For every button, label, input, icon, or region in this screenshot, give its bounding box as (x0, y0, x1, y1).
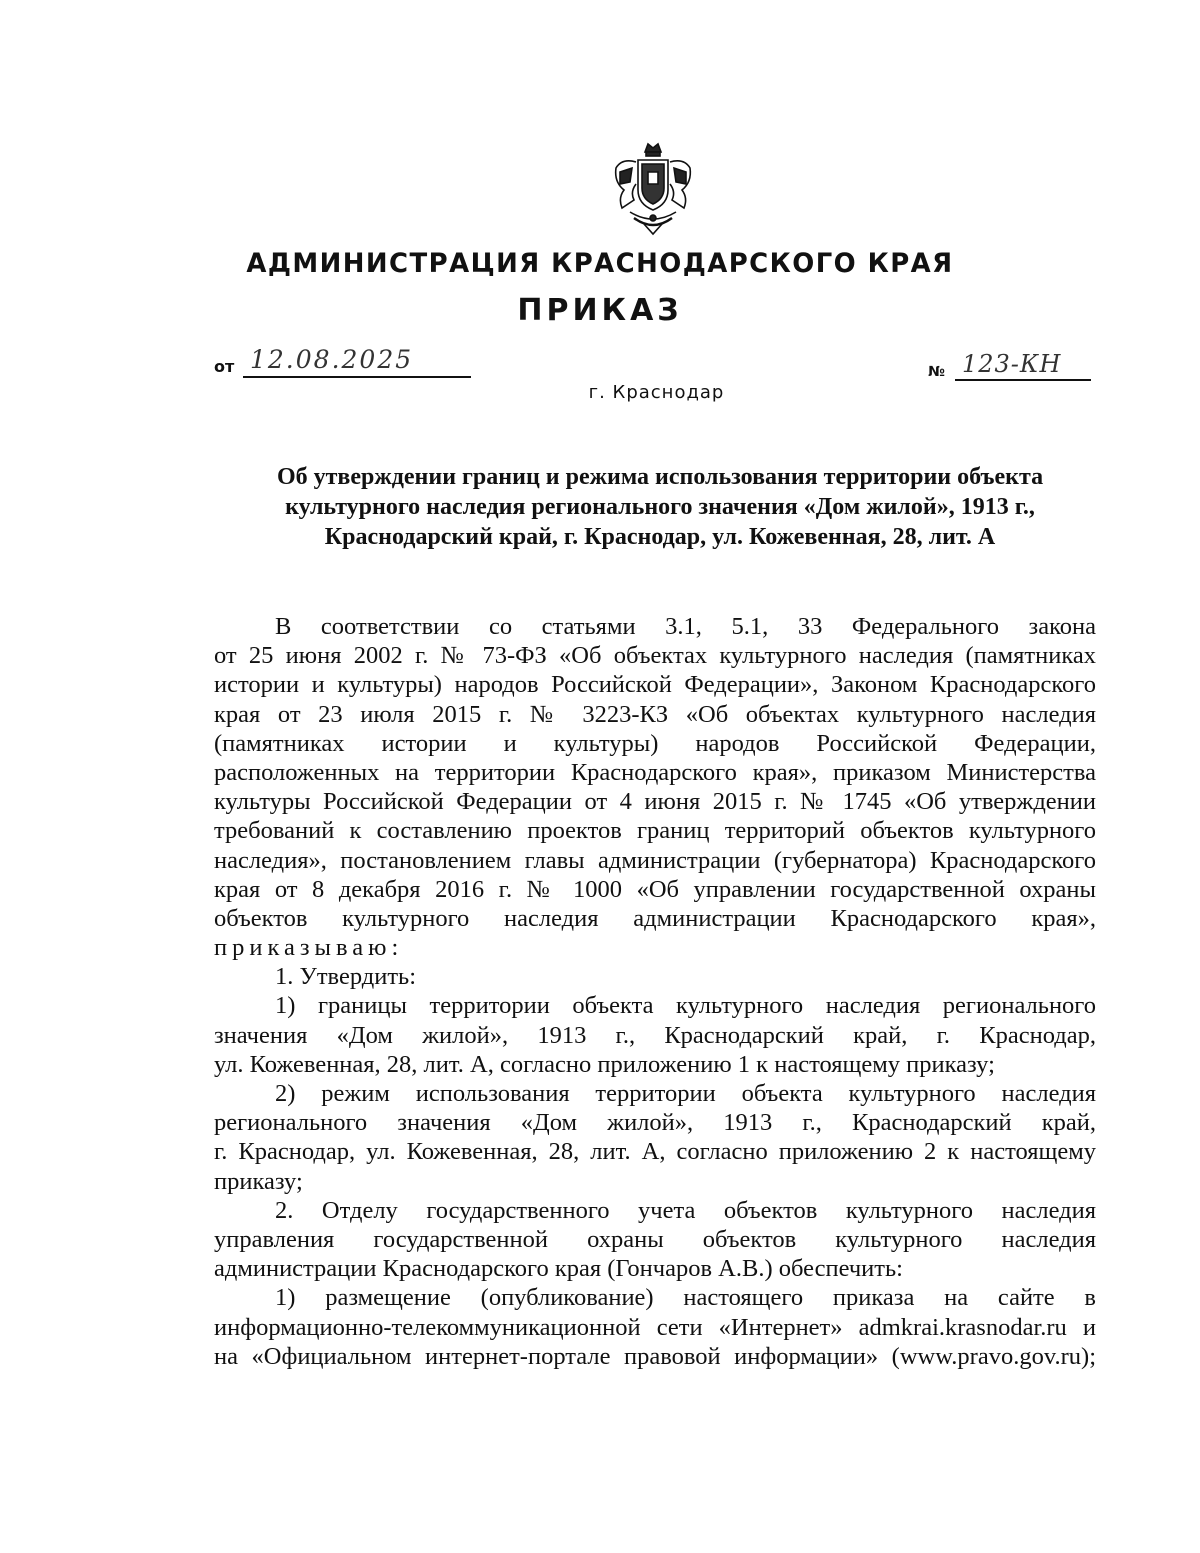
body-line: края от 23 июля 2015 г. № 3223-КЗ «Об объектах культурного наследия (214, 700, 1096, 728)
body-line: приказу; (214, 1167, 303, 1195)
organization-title: АДМИНИСТРАЦИЯ КРАСНОДАРСКОГО КРАЯ (246, 248, 954, 279)
subject-line: Краснодарский край, г. Краснодар, ул. Кожевенная, 28, лит. А (324, 524, 996, 550)
subject-line: культурного наследия регионального значения «Дом жилой», 1913 г., (285, 494, 1035, 520)
body-line: объектов культурного наследия администрации Краснодарского края», (214, 904, 1096, 932)
body-line: значения «Дом жилой», 1913 г., Краснодарский край, г. Краснодар, (214, 1021, 1096, 1049)
body-line: 2. Отделу государственного учета объектов культурного наследия (275, 1196, 1096, 1224)
date-value-handwritten: 12.08.2025 (250, 345, 414, 374)
body-line: наследия», постановлением главы администрации (губернатора) Краснодарского (214, 846, 1096, 874)
body-line: края от 8 декабря 2016 г. № 1000 «Об управлении государственной охраны (214, 875, 1096, 903)
body-line: от 25 июня 2002 г. № 73-ФЗ «Об объектах культурного наследия (памятниках (214, 642, 1096, 670)
body-line: расположенных на территории Краснодарского края», приказом Министерства (214, 758, 1096, 786)
body-line: информационно-телекоммуникационной сети «Интернет» admkrai.krasnodar.ru и (214, 1313, 1096, 1341)
body-line: В соответствии со статьями 3.1, 5.1, 33 Федерального закона (275, 613, 1096, 640)
date-label: от (214, 357, 235, 376)
body-line: 1. Утвердить: (275, 963, 417, 991)
city: г. Краснодар (588, 382, 725, 403)
body-line: требований к составлению проектов границ территорий объектов культурного (214, 817, 1096, 845)
document-type: ПРИКАЗ (517, 293, 683, 328)
body-line: (памятниках истории и культуры) народов Российской Федерации, (214, 729, 1096, 757)
body-line: ул. Кожевенная, 28, лит. А, согласно приложению 1 к настоящему приказу; (214, 1050, 995, 1078)
body-line: 1) размещение (опубликование) настоящего приказа на сайте в (275, 1284, 1096, 1312)
body-line: г. Краснодар, ул. Кожевенная, 28, лит. А, согласно приложению 2 к настоящему (214, 1138, 1096, 1166)
subject-line: Об утверждении границ и режима использования территории объекта (276, 464, 1044, 490)
body-line: 2) режим использования территории объекта культурного наследия (275, 1080, 1096, 1107)
body-line: администрации Краснодарского края (Гончаров А.В.) обеспечить: (214, 1255, 903, 1283)
body-line: регионального значения «Дом жилой», 1913 г., Краснодарский край, (214, 1109, 1096, 1137)
body-line: истории и культуры) народов Российской Федерации», Законом Краснодарского (214, 671, 1096, 699)
body-line: культуры Российской Федерации от 4 июня 2015 г. № 1745 «Об утверждении (214, 788, 1096, 816)
coat-of-arms-emblem (608, 138, 698, 236)
date-underline (243, 376, 471, 378)
body-line: 1) границы территории объекта культурного наследия регионального (275, 992, 1096, 1020)
document-body (214, 612, 1096, 1371)
number-underline (955, 379, 1091, 381)
body-line: приказываю: (214, 934, 404, 962)
body-line: на «Официальном интернет-портале правовой информации» (www.pravo.gov.ru); (214, 1342, 1096, 1370)
number-value-handwritten: 123-КН (962, 350, 1062, 378)
number-label: № (928, 364, 945, 380)
body-line: управления государственной охраны объектов культурного наследия (214, 1225, 1096, 1253)
document-subject (200, 462, 1120, 552)
